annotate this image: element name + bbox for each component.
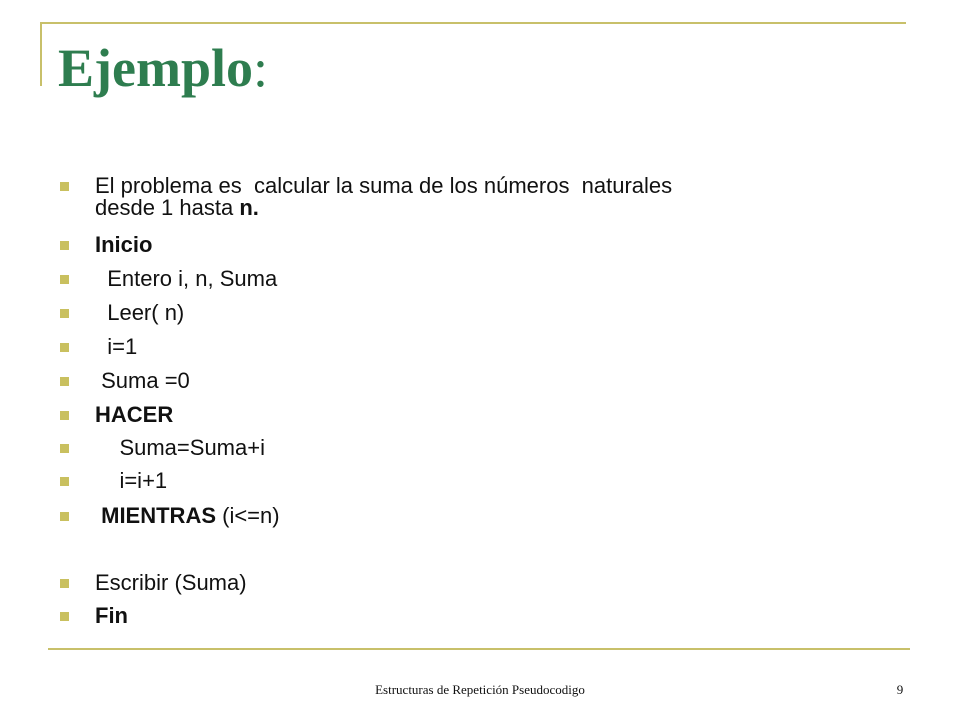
line-suma-init: Suma =0	[95, 368, 190, 393]
slide-footer: Estructuras de Repetición Pseudocodigo	[375, 682, 585, 697]
square-bullet-icon	[60, 612, 69, 621]
square-bullet-icon	[60, 477, 69, 486]
line-mientras-condition: (i<=n)	[216, 503, 280, 528]
line-i-init: i=1	[95, 334, 138, 359]
line-i-update: i=i+1	[95, 468, 168, 493]
square-bullet-icon	[60, 377, 69, 386]
square-bullet-icon	[60, 343, 69, 352]
line-mientras	[95, 505, 280, 527]
slide-title-text: Ejemplo	[58, 38, 253, 98]
square-bullet-icon	[60, 309, 69, 318]
intro-line-2-variable: n.	[239, 195, 259, 220]
square-bullet-icon	[60, 182, 69, 191]
line-inicio: Inicio	[95, 232, 153, 257]
line-entero: Entero i, n, Suma	[95, 266, 278, 291]
slide-title-colon: :	[253, 38, 269, 98]
square-bullet-icon	[60, 411, 69, 420]
intro-line-1: El problema es calcular la suma de los números naturales	[95, 173, 673, 198]
line-escribir: Escribir (Suma)	[95, 570, 247, 595]
line-hacer: HACER	[95, 402, 174, 427]
square-bullet-icon	[60, 512, 69, 521]
line-leer: Leer( n)	[95, 300, 185, 325]
square-bullet-icon	[60, 579, 69, 588]
square-bullet-icon	[60, 444, 69, 453]
square-bullet-icon	[60, 241, 69, 250]
line-fin: Fin	[95, 603, 128, 628]
square-bullet-icon	[60, 275, 69, 284]
intro-line-2	[95, 197, 259, 219]
line-suma-update: Suma=Suma+i	[95, 435, 265, 460]
page-number: 9	[896, 682, 904, 697]
frame-left-line	[40, 22, 42, 86]
intro-line-2-prefix: desde 1 hasta	[95, 195, 240, 220]
line-mientras-keyword: MIENTRAS	[95, 503, 216, 528]
slide-title	[58, 30, 268, 106]
frame-top-line	[40, 22, 906, 24]
frame-bottom-line	[48, 648, 910, 650]
